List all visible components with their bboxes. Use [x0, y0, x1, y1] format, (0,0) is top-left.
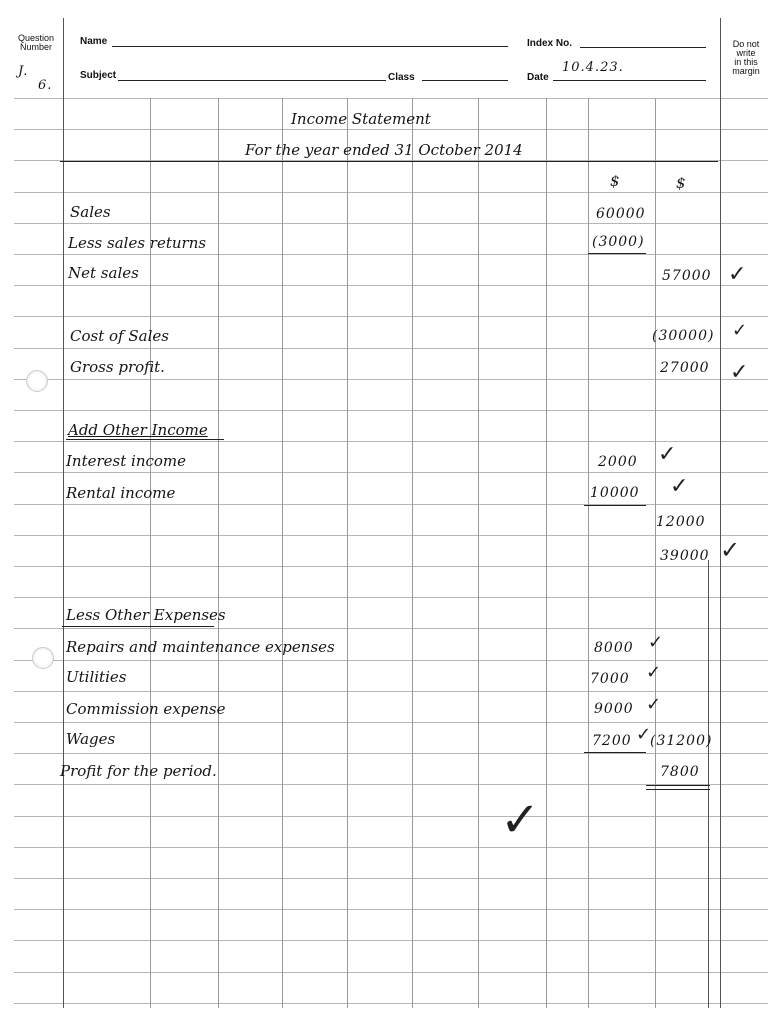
statement-period: For the year ended 31 October 2014 [245, 141, 523, 159]
currency-col1: $ [610, 172, 620, 190]
class-field-line[interactable] [422, 80, 508, 81]
row-label-profit: Profit for the period. [60, 762, 217, 780]
ruled-column-line [282, 98, 283, 1008]
subject-label: Subject [80, 70, 117, 81]
amount-total-expenses: (31200) [650, 733, 713, 749]
amount-wages: 7200 [592, 733, 632, 749]
ruled-column-line [63, 18, 64, 1008]
amount-rental-income: 10000 [590, 485, 640, 501]
class-label: Class [388, 72, 415, 83]
amount-total-other-income: 12000 [656, 514, 706, 530]
row-label-cost-of-sales: Cost of Sales [70, 327, 169, 345]
total-double-rule-bottom [646, 789, 710, 790]
question-number-value: 6. [38, 78, 53, 93]
row-label-wages: Wages [66, 730, 116, 748]
underline-other-expenses [62, 626, 214, 627]
ruled-column-line [588, 98, 589, 1008]
amount-gross-profit: 27000 [660, 360, 710, 376]
check-mark-icon: ✓ [648, 632, 664, 653]
amount-interest-income: 2000 [598, 454, 638, 470]
check-mark-icon: ✓ [730, 360, 749, 385]
date-label: Date [527, 72, 549, 83]
amount-sales-returns: (3000) [592, 234, 645, 250]
index-no-label: Index No. [527, 38, 573, 49]
question-number-label: Question Number [17, 33, 55, 52]
row-label-commission: Commission expense [66, 700, 226, 718]
row-label-less-other-expenses: Less Other Expenses [66, 606, 226, 624]
heading-rule [60, 161, 718, 162]
row-label-sales-returns: Less sales returns [68, 234, 207, 252]
punch-hole [32, 647, 54, 669]
ruled-column-line [218, 98, 219, 1008]
check-mark-icon: ✓ [720, 536, 741, 564]
row-label-repairs: Repairs and maintenance expenses [66, 638, 335, 656]
row-label-gross-profit: Gross profit. [70, 358, 165, 376]
ruled-column-line [546, 98, 547, 1008]
punch-hole [26, 370, 48, 392]
name-label: Name [80, 36, 108, 47]
amount-repairs: 8000 [594, 640, 634, 656]
check-mark-icon: ✓ [500, 792, 541, 848]
row-label-net-sales: Net sales [68, 264, 139, 282]
row-label-sales: Sales [70, 203, 111, 221]
name-field-line[interactable] [112, 46, 508, 47]
ruled-column-line [478, 98, 479, 1008]
check-mark-icon: ✓ [646, 662, 662, 683]
amount-gross-plus-income: 39000 [660, 548, 710, 564]
currency-col2: $ [676, 174, 686, 192]
statement-title: Income Statement [291, 110, 431, 128]
row-label-interest-income: Interest income [66, 452, 187, 470]
amount-cost-of-sales: (30000) [652, 328, 715, 344]
question-prefix: J. [18, 64, 29, 79]
underline-other-income [66, 439, 224, 440]
check-mark-icon: ✓ [658, 442, 677, 467]
date-value: 10.4.23. [562, 60, 624, 75]
subtotal-rule-income [584, 505, 646, 506]
ruled-column-line [347, 98, 348, 1008]
margin-note: Do not write in this margin [732, 39, 760, 76]
check-mark-icon: ✓ [636, 724, 652, 745]
check-mark-icon: ✓ [646, 694, 662, 715]
check-mark-icon: ✓ [670, 474, 689, 499]
amount-utilities: 7000 [590, 671, 630, 687]
date-field-line[interactable] [553, 80, 706, 81]
subtotal-rule-expenses [584, 752, 646, 753]
amount-commission: 9000 [594, 701, 634, 717]
index-no-field-line[interactable] [580, 47, 706, 48]
total-double-rule-top [646, 785, 710, 786]
ruled-column-line [720, 18, 721, 1008]
amount-profit: 7800 [660, 764, 700, 780]
subtotal-rule-sales [588, 253, 646, 254]
check-mark-icon: ✓ [728, 262, 747, 287]
amount-sales: 60000 [596, 206, 646, 222]
ruled-column-line [655, 98, 656, 1008]
row-label-rental-income: Rental income [66, 484, 176, 502]
ruled-column-line [708, 560, 709, 1008]
amount-net-sales: 57000 [662, 268, 712, 284]
ruled-column-line [412, 98, 413, 1008]
check-mark-icon: ✓ [732, 320, 748, 341]
row-label-utilities: Utilities [66, 668, 127, 686]
subject-field-line[interactable] [118, 80, 386, 81]
row-label-add-other-income: Add Other Income [68, 421, 208, 439]
